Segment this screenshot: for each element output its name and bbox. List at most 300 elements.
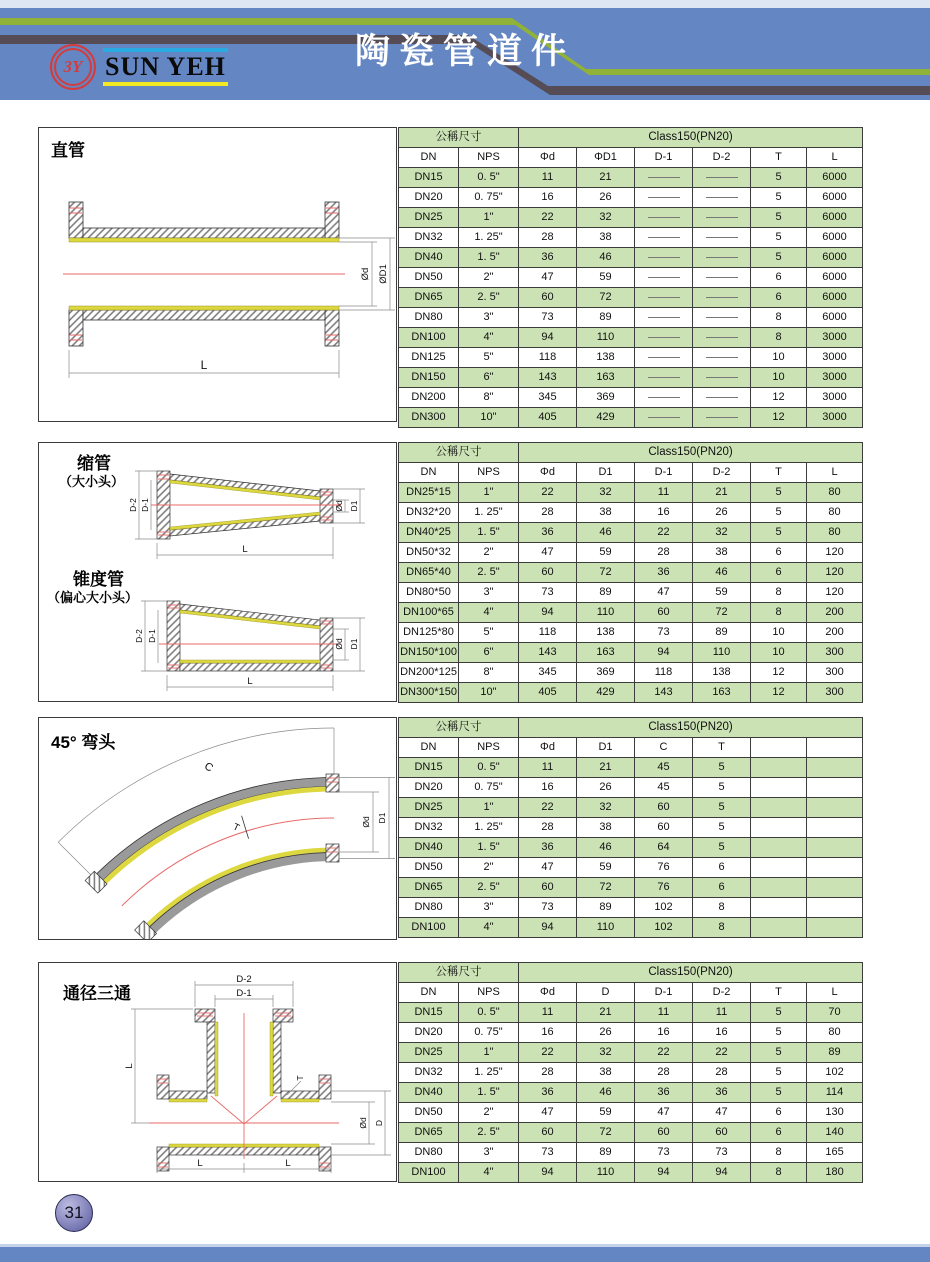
column-header: C	[635, 738, 693, 758]
table-cell	[751, 858, 807, 878]
logo-name-text: SUN YEH	[105, 52, 226, 82]
table-cell	[635, 208, 693, 228]
table-cell	[635, 408, 693, 428]
table-row	[399, 1043, 863, 1063]
column-header: D-1	[635, 463, 693, 483]
dim-label-d1-bottom: D-1	[147, 629, 157, 643]
table-row	[399, 798, 863, 818]
table-cell: DN65*40	[399, 563, 459, 583]
table-cell: DN125*80	[399, 623, 459, 643]
table-cell: 8	[751, 603, 807, 623]
not-applicable-dash	[648, 377, 680, 378]
table-cell: 36	[693, 1083, 751, 1103]
table-cell: DN100	[399, 1163, 459, 1183]
table-cell: DN50	[399, 1103, 459, 1123]
table-cell: 102	[807, 1063, 863, 1083]
table-cell: 28	[519, 1063, 577, 1083]
table-cell: 6000	[807, 268, 863, 288]
table-cell: 73	[519, 1143, 577, 1163]
column-header: T	[751, 148, 807, 168]
table-cell	[807, 818, 863, 838]
table-row	[399, 683, 863, 703]
drawing-box-reducers	[38, 442, 397, 702]
table-cell: 138	[577, 623, 635, 643]
not-applicable-dash	[706, 377, 738, 378]
table-row	[399, 1023, 863, 1043]
table-cell: 47	[519, 1103, 577, 1123]
table-cell: 45	[635, 778, 693, 798]
table-cell	[807, 878, 863, 898]
dim-label-l-left: L	[124, 1063, 135, 1069]
column-header: D-2	[693, 983, 751, 1003]
table-cell: 3000	[807, 328, 863, 348]
dim-label-l-bottom-right: L	[285, 1158, 291, 1169]
table-cell: DN150*100	[399, 643, 459, 663]
table-row	[399, 1123, 863, 1143]
table-row	[399, 328, 863, 348]
table-cell: 405	[519, 683, 577, 703]
table-cell: 6"	[459, 643, 519, 663]
not-applicable-dash	[706, 277, 738, 278]
table-cell: 36	[635, 1083, 693, 1103]
table-cell: 110	[577, 603, 635, 623]
table-cell: 89	[807, 1043, 863, 1063]
table-cell: DN300*150	[399, 683, 459, 703]
table-cell: 5"	[459, 348, 519, 368]
dim-label-arc-c: C	[202, 760, 216, 775]
table-cell	[693, 268, 751, 288]
table-cell: 80	[807, 523, 863, 543]
table-cell: 8	[751, 1143, 807, 1163]
table-cell: 80	[807, 483, 863, 503]
table-cell: 6	[751, 1103, 807, 1123]
table-cell: 5	[751, 168, 807, 188]
table-cell: 138	[577, 348, 635, 368]
table-cell: 1. 25"	[459, 503, 519, 523]
table-cell: 2"	[459, 1103, 519, 1123]
table-row	[399, 583, 863, 603]
dim-label-bore-bottom: Ød	[334, 638, 344, 650]
dim-label-length-top: L	[242, 544, 248, 555]
table-cell: 5	[751, 188, 807, 208]
table-cell: DN25	[399, 1043, 459, 1063]
table-row	[399, 248, 863, 268]
table-cell: 6	[751, 563, 807, 583]
table-cell: 8	[693, 918, 751, 938]
footer-bar	[0, 1247, 930, 1262]
table-cell: 36	[519, 248, 577, 268]
dim-label-dr1-top: D1	[349, 500, 359, 512]
not-applicable-dash	[648, 237, 680, 238]
reducer-drawings	[39, 443, 396, 701]
table-cell: 2"	[459, 543, 519, 563]
dim-label-bore: Ød	[361, 816, 371, 828]
table-cell	[635, 388, 693, 408]
table-cell	[807, 858, 863, 878]
table-cell: 10"	[459, 683, 519, 703]
table-cell: 6000	[807, 208, 863, 228]
table-cell: 60	[519, 563, 577, 583]
table-cell: 38	[577, 228, 635, 248]
dim-label-l-bottom-left: L	[197, 1158, 203, 1169]
table-cell: 59	[577, 268, 635, 288]
column-header: D-2	[693, 463, 751, 483]
table-cell: 8"	[459, 663, 519, 683]
table-cell: 38	[577, 1063, 635, 1083]
table-cell	[693, 328, 751, 348]
table-row	[399, 838, 863, 858]
table-cell: 28	[693, 1063, 751, 1083]
table-cell: 5	[751, 483, 807, 503]
table-cell: 22	[519, 208, 577, 228]
table-cell: 143	[519, 368, 577, 388]
table-cell: 1. 5"	[459, 248, 519, 268]
column-header: DN	[399, 983, 459, 1003]
table-cell: 6	[751, 268, 807, 288]
table-cell: 102	[635, 918, 693, 938]
table-row	[399, 1163, 863, 1183]
table-cell: 369	[577, 663, 635, 683]
table-row	[399, 918, 863, 938]
table-cell	[635, 368, 693, 388]
group-header-nominal-size: 公稱尺寸	[399, 443, 519, 463]
table-cell: DN20	[399, 1023, 459, 1043]
table-cell: 26	[577, 188, 635, 208]
table-cell: 16	[635, 1023, 693, 1043]
not-applicable-dash	[648, 417, 680, 418]
spec-table-elbow	[398, 717, 863, 938]
section-subtitle-taper-pipe: （偏心大小头）	[47, 590, 139, 605]
table-cell: 94	[519, 328, 577, 348]
table-cell: 102	[635, 898, 693, 918]
not-applicable-dash	[706, 357, 738, 358]
table-cell: DN80	[399, 308, 459, 328]
table-cell: 143	[519, 643, 577, 663]
table-cell: 60	[635, 818, 693, 838]
table-cell: 10	[751, 623, 807, 643]
table-cell: 1"	[459, 483, 519, 503]
table-cell: 1. 25"	[459, 1063, 519, 1083]
table-cell: DN25*15	[399, 483, 459, 503]
table-cell	[751, 838, 807, 858]
not-applicable-dash	[648, 337, 680, 338]
table-cell: 11	[693, 1003, 751, 1023]
not-applicable-dash	[648, 277, 680, 278]
table-cell: 5	[751, 1083, 807, 1103]
table-cell	[693, 188, 751, 208]
table-cell: 60	[635, 1123, 693, 1143]
drawing-box-straight-pipe	[38, 127, 397, 422]
table-cell: 0. 75"	[459, 188, 519, 208]
table-cell: 130	[807, 1103, 863, 1123]
table-cell: 300	[807, 643, 863, 663]
column-header: L	[807, 148, 863, 168]
table-cell: DN80	[399, 1143, 459, 1163]
page-title: 陶瓷管道件	[354, 32, 575, 71]
table-cell: 6	[751, 1123, 807, 1143]
table-cell: 32	[577, 483, 635, 503]
column-header: T	[693, 738, 751, 758]
table-row	[399, 1083, 863, 1103]
dim-label-length: L	[200, 358, 208, 372]
table-cell: 22	[635, 523, 693, 543]
not-applicable-dash	[706, 237, 738, 238]
group-header-nominal-size: 公稱尺寸	[399, 963, 519, 983]
column-header: NPS	[459, 738, 519, 758]
table-cell: 94	[519, 1163, 577, 1183]
company-logo	[50, 44, 228, 90]
table-cell: DN100	[399, 328, 459, 348]
spec-table-tee	[398, 962, 863, 1183]
table-cell: 163	[577, 368, 635, 388]
table-cell: DN125	[399, 348, 459, 368]
table-cell: 138	[693, 663, 751, 683]
not-applicable-dash	[648, 357, 680, 358]
column-header: D1	[577, 738, 635, 758]
table-cell: 12	[751, 388, 807, 408]
table-cell: 11	[519, 758, 577, 778]
table-cell: 3"	[459, 898, 519, 918]
table-cell: 59	[577, 543, 635, 563]
table-cell: 5	[693, 758, 751, 778]
table-cell: 11	[519, 1003, 577, 1023]
table-cell: 28	[519, 228, 577, 248]
table-cell: 8	[751, 328, 807, 348]
table-cell: DN40	[399, 838, 459, 858]
table-row	[399, 898, 863, 918]
table-cell: 72	[577, 288, 635, 308]
table-cell: 72	[577, 1123, 635, 1143]
table-cell: 8	[751, 583, 807, 603]
table-cell: 165	[807, 1143, 863, 1163]
table-cell: 47	[519, 268, 577, 288]
table-cell: 180	[807, 1163, 863, 1183]
table-cell: 36	[519, 1083, 577, 1103]
table-cell: DN65	[399, 878, 459, 898]
table-cell: 47	[635, 1103, 693, 1123]
section-title-tee: 通径三通	[63, 984, 131, 1003]
table-cell: DN40	[399, 1083, 459, 1103]
table-cell: 5	[751, 1003, 807, 1023]
spec-table-straight-pipe	[398, 127, 863, 428]
table-cell: 118	[519, 623, 577, 643]
not-applicable-dash	[706, 317, 738, 318]
table-cell: 0. 5"	[459, 168, 519, 188]
table-cell: 22	[519, 1043, 577, 1063]
table-cell: 21	[693, 483, 751, 503]
table-cell	[635, 288, 693, 308]
table-cell: 1. 5"	[459, 1083, 519, 1103]
not-applicable-dash	[706, 397, 738, 398]
dim-label-length-bottom: L	[247, 676, 253, 687]
not-applicable-dash	[706, 417, 738, 418]
table-cell: 5	[751, 248, 807, 268]
table-cell: 5	[751, 208, 807, 228]
table-cell: 120	[807, 583, 863, 603]
table-cell: 345	[519, 388, 577, 408]
column-header: DN	[399, 463, 459, 483]
dim-label-bore: Ød	[360, 267, 371, 281]
table-cell: 60	[519, 288, 577, 308]
table-cell: 8	[751, 308, 807, 328]
not-applicable-dash	[648, 217, 680, 218]
group-header-nominal-size: 公稱尺寸	[399, 718, 519, 738]
table-cell: 80	[807, 503, 863, 523]
table-cell	[693, 288, 751, 308]
table-cell: 22	[519, 483, 577, 503]
table-cell: 5	[693, 818, 751, 838]
table-cell: 72	[693, 603, 751, 623]
table-cell: 36	[635, 563, 693, 583]
table-cell: 4"	[459, 603, 519, 623]
table-cell: DN25	[399, 798, 459, 818]
table-cell: 0. 75"	[459, 1023, 519, 1043]
table-cell: 0. 5"	[459, 758, 519, 778]
column-header: D-1	[635, 148, 693, 168]
table-cell: 6000	[807, 168, 863, 188]
table-cell: 1. 25"	[459, 818, 519, 838]
table-cell: 32	[577, 208, 635, 228]
column-header: D-1	[635, 983, 693, 1003]
table-cell: 5"	[459, 623, 519, 643]
table-cell: 4"	[459, 918, 519, 938]
table-cell	[807, 898, 863, 918]
not-applicable-dash	[706, 257, 738, 258]
table-cell: 110	[577, 328, 635, 348]
table-row	[399, 878, 863, 898]
table-row	[399, 1103, 863, 1123]
table-cell: 59	[577, 858, 635, 878]
not-applicable-dash	[706, 217, 738, 218]
table-cell: 73	[635, 1143, 693, 1163]
table-cell: 89	[577, 583, 635, 603]
table-cell: 11	[635, 483, 693, 503]
table-cell: 5	[751, 1043, 807, 1063]
table-cell: 60	[635, 603, 693, 623]
table-cell: 118	[635, 663, 693, 683]
dim-label-outer: ØD1	[378, 264, 389, 284]
column-header: Φd	[519, 983, 577, 1003]
not-applicable-dash	[706, 297, 738, 298]
table-cell: 60	[635, 798, 693, 818]
table-cell: 12	[751, 408, 807, 428]
table-cell: 22	[635, 1043, 693, 1063]
table-cell: 89	[577, 898, 635, 918]
section-title-straight-pipe: 直管	[51, 141, 85, 160]
table-cell: DN50	[399, 858, 459, 878]
column-header	[807, 738, 863, 758]
not-applicable-dash	[706, 197, 738, 198]
table-cell: DN15	[399, 168, 459, 188]
table-cell	[751, 898, 807, 918]
table-cell: 6000	[807, 248, 863, 268]
table-cell: 0. 75"	[459, 778, 519, 798]
drawing-box-elbow	[38, 717, 397, 940]
table-cell: 6	[693, 878, 751, 898]
table-cell: DN32*20	[399, 503, 459, 523]
column-header: Φd	[519, 463, 577, 483]
table-cell	[635, 248, 693, 268]
table-cell: 32	[693, 523, 751, 543]
table-cell: 76	[635, 878, 693, 898]
table-cell: DN32	[399, 1063, 459, 1083]
table-cell: 6	[751, 543, 807, 563]
table-cell	[693, 368, 751, 388]
table-row	[399, 368, 863, 388]
dim-label-bore: Ød	[358, 1117, 368, 1129]
drawing-box-tee	[38, 962, 397, 1182]
table-cell	[635, 168, 693, 188]
table-cell: 46	[577, 523, 635, 543]
straight-pipe-drawing	[39, 128, 396, 421]
table-cell	[807, 778, 863, 798]
table-row	[399, 388, 863, 408]
logo-name	[103, 48, 228, 85]
table-cell: 6	[751, 288, 807, 308]
table-cell: 6"	[459, 368, 519, 388]
column-header: D1	[577, 463, 635, 483]
table-cell: 28	[635, 543, 693, 563]
column-header: DN	[399, 738, 459, 758]
table-cell: 2. 5"	[459, 1123, 519, 1143]
table-cell: 5	[751, 523, 807, 543]
table-cell	[635, 228, 693, 248]
table-cell: 5	[751, 228, 807, 248]
table-row	[399, 1063, 863, 1083]
table-cell: 89	[693, 623, 751, 643]
table-cell: 3000	[807, 388, 863, 408]
table-cell: 110	[577, 1163, 635, 1183]
table-cell: 45	[635, 758, 693, 778]
table-cell: 12	[751, 683, 807, 703]
table-cell: 73	[519, 308, 577, 328]
column-header: L	[807, 983, 863, 1003]
table-cell: 3"	[459, 1143, 519, 1163]
table-cell: 163	[693, 683, 751, 703]
group-header-class: Class150(PN20)	[519, 128, 863, 148]
not-applicable-dash	[648, 177, 680, 178]
table-row	[399, 308, 863, 328]
table-row	[399, 778, 863, 798]
table-cell: 1. 25"	[459, 228, 519, 248]
table-cell: 47	[635, 583, 693, 603]
table-cell: 16	[693, 1023, 751, 1043]
table-cell: DN200*125	[399, 663, 459, 683]
not-applicable-dash	[706, 177, 738, 178]
table-row	[399, 543, 863, 563]
table-cell: 1"	[459, 798, 519, 818]
table-cell: 118	[519, 348, 577, 368]
elbow-drawing	[39, 718, 396, 939]
table-cell: 36	[519, 523, 577, 543]
table-cell: 94	[693, 1163, 751, 1183]
table-cell: 47	[519, 858, 577, 878]
table-cell	[635, 348, 693, 368]
table-row	[399, 758, 863, 778]
table-cell: 10"	[459, 408, 519, 428]
table-cell: 73	[519, 583, 577, 603]
table-row	[399, 408, 863, 428]
table-cell: 6000	[807, 228, 863, 248]
table-cell: 3"	[459, 308, 519, 328]
table-cell	[635, 328, 693, 348]
dim-label-wall-t: T	[295, 1075, 305, 1081]
table-cell: 5	[693, 778, 751, 798]
table-cell: DN200	[399, 388, 459, 408]
table-cell: 73	[635, 623, 693, 643]
table-cell: 28	[519, 503, 577, 523]
dim-label-d-big: D	[374, 1119, 384, 1127]
